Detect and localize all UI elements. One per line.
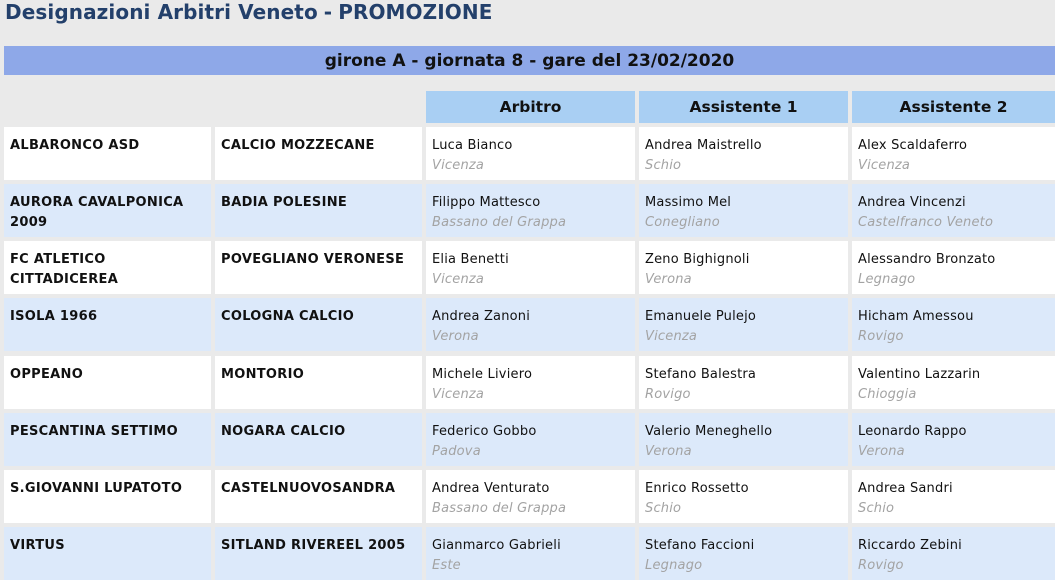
- assistente1-cell: [639, 184, 848, 237]
- page-title: [5, 0, 493, 24]
- assistente2-cell: [852, 241, 1055, 294]
- assistente2-cell: [852, 127, 1055, 180]
- table-row: [0, 413, 1055, 466]
- home-team-cell: [4, 184, 211, 237]
- assistente2-cell: [852, 356, 1055, 409]
- assistente1-name: Massimo Mel: [645, 195, 732, 210]
- assistente1-city: Verona: [645, 272, 692, 287]
- table-row: [0, 527, 1055, 580]
- home-team-cell: [4, 470, 211, 523]
- arbitro-cell: [426, 470, 635, 523]
- away-team-name: SITLAND RIVEREEL 2005: [221, 538, 406, 553]
- assistente2-city: Schio: [858, 501, 895, 516]
- away-team-name: CASTELNUOVOSANDRA: [221, 481, 396, 496]
- away-team-cell: [215, 184, 422, 237]
- assistente2-city: Castelfranco Veneto: [858, 215, 994, 230]
- assistente1-name: Valerio Meneghello: [645, 424, 773, 439]
- assistente2-name: Riccardo Zebini: [858, 538, 962, 553]
- assistente1-cell: [639, 527, 848, 580]
- assistente2-city: Verona: [858, 444, 905, 459]
- assistente2-city: Vicenza: [858, 158, 911, 173]
- assistente1-name: Enrico Rossetto: [645, 481, 749, 496]
- arbitro-cell: [426, 298, 635, 351]
- away-team-cell: [215, 413, 422, 466]
- home-team-name: ALBARONCO ASD: [10, 138, 140, 153]
- round-banner: girone A - giornata 8 - gare del 23/02/2020: [4, 46, 1055, 75]
- arbitro-name: Filippo Mattesco: [432, 195, 541, 210]
- assistente2-cell: [852, 527, 1055, 580]
- home-team-cell: [4, 527, 211, 580]
- arbitro-city: Verona: [432, 329, 479, 344]
- assistente1-city: Rovigo: [645, 387, 691, 402]
- away-team-name: CALCIO MOZZECANE: [221, 138, 375, 153]
- home-team-name: FC ATLETICO CITTADICEREA: [10, 252, 119, 287]
- arbitro-city: Padova: [432, 444, 481, 459]
- home-team-cell: [4, 356, 211, 409]
- home-team-name: AURORA CAVALPONICA 2009: [10, 195, 184, 230]
- away-team-cell: [215, 127, 422, 180]
- arbitro-name: Federico Gobbo: [432, 424, 537, 439]
- assistente1-cell: [639, 127, 848, 180]
- assistente2-cell: [852, 470, 1055, 523]
- away-team-name: MONTORIO: [221, 367, 305, 382]
- assistente1-cell: [639, 356, 848, 409]
- assistente1-name: Emanuele Pulejo: [645, 309, 757, 324]
- arbitro-city: Bassano del Grappa: [432, 215, 567, 230]
- assistente2-cell: [852, 184, 1055, 237]
- away-team-name: POVEGLIANO VERONESE: [221, 252, 405, 267]
- assistente2-name: Alex Scaldaferro: [858, 138, 968, 153]
- assistente1-city: Schio: [645, 158, 682, 173]
- table-row: [0, 184, 1055, 237]
- home-team-name: OPPEANO: [10, 367, 84, 382]
- arbitro-cell: [426, 127, 635, 180]
- column-header-arbitro: Arbitro: [426, 91, 635, 123]
- assistente1-city: Legnago: [645, 558, 703, 573]
- away-team-name: BADIA POLESINE: [221, 195, 348, 210]
- arbitro-cell: [426, 413, 635, 466]
- assistente1-name: Stefano Faccioni: [645, 538, 755, 553]
- assistente2-cell: [852, 413, 1055, 466]
- arbitro-name: Luca Bianco: [432, 138, 513, 153]
- assistente2-name: Andrea Vincenzi: [858, 195, 966, 210]
- away-team-name: NOGARA CALCIO: [221, 424, 346, 439]
- assistente2-name: Alessandro Bronzato: [858, 252, 996, 267]
- home-team-cell: [4, 241, 211, 294]
- arbitro-name: Andrea Zanoni: [432, 309, 531, 324]
- assistente2-name: Hicham Amessou: [858, 309, 974, 324]
- arbitro-name: Michele Liviero: [432, 367, 533, 382]
- home-team-name: S.GIOVANNI LUPATOTO: [10, 481, 183, 496]
- assistente1-cell: [639, 298, 848, 351]
- away-team-cell: [215, 241, 422, 294]
- column-header-assistente-1: Assistente 1: [639, 91, 848, 123]
- title-separator: -: [323, 0, 333, 24]
- column-header-assistente-2: Assistente 2: [852, 91, 1055, 123]
- away-team-name: COLOGNA CALCIO: [221, 309, 355, 324]
- arbitro-city: Este: [432, 558, 461, 573]
- arbitro-city: Vicenza: [432, 272, 485, 287]
- home-team-name: VIRTUS: [10, 538, 65, 553]
- table-row: [0, 470, 1055, 523]
- home-team-cell: [4, 127, 211, 180]
- assistente1-city: Verona: [645, 444, 692, 459]
- arbitro-cell: [426, 356, 635, 409]
- home-team-cell: [4, 298, 211, 351]
- assistente1-cell: [639, 470, 848, 523]
- assistente2-city: Rovigo: [858, 558, 904, 573]
- assistente2-city: Chioggia: [858, 387, 917, 402]
- home-team-cell: [4, 413, 211, 466]
- assistente1-name: Andrea Maistrello: [645, 138, 762, 153]
- assistente1-cell: [639, 241, 848, 294]
- assistente1-name: Stefano Balestra: [645, 367, 757, 382]
- arbitro-name: Elia Benetti: [432, 252, 509, 267]
- table-row: [0, 241, 1055, 294]
- arbitro-name: Gianmarco Gabrieli: [432, 538, 561, 553]
- arbitro-city: Bassano del Grappa: [432, 501, 567, 516]
- table-row: [0, 356, 1055, 409]
- arbitro-cell: [426, 527, 635, 580]
- table-row: [0, 298, 1055, 351]
- arbitro-cell: [426, 241, 635, 294]
- page-subtitle: PROMOZIONE: [338, 0, 493, 24]
- away-team-cell: [215, 470, 422, 523]
- assistente2-name: Valentino Lazzarin: [858, 367, 981, 382]
- arbitro-city: Vicenza: [432, 387, 485, 402]
- home-team-name: ISOLA 1966: [10, 309, 98, 324]
- assistente1-city: Schio: [645, 501, 682, 516]
- assistente2-cell: [852, 298, 1055, 351]
- assistente1-city: Conegliano: [645, 215, 720, 230]
- arbitro-name: Andrea Venturato: [432, 481, 550, 496]
- assistente2-name: Leonardo Rappo: [858, 424, 967, 439]
- arbitro-city: Vicenza: [432, 158, 485, 173]
- assistente2-city: Rovigo: [858, 329, 904, 344]
- assistente1-city: Vicenza: [645, 329, 698, 344]
- away-team-cell: [215, 527, 422, 580]
- assistente2-city: Legnago: [858, 272, 916, 287]
- assistente2-name: Andrea Sandri: [858, 481, 953, 496]
- home-team-name: PESCANTINA SETTIMO: [10, 424, 178, 439]
- assistente1-name: Zeno Bighignoli: [645, 252, 750, 267]
- away-team-cell: [215, 298, 422, 351]
- arbitro-cell: [426, 184, 635, 237]
- away-team-cell: [215, 356, 422, 409]
- assistente1-cell: [639, 413, 848, 466]
- page-title-main: Designazioni Arbitri Veneto: [5, 0, 318, 24]
- table-row: [0, 127, 1055, 180]
